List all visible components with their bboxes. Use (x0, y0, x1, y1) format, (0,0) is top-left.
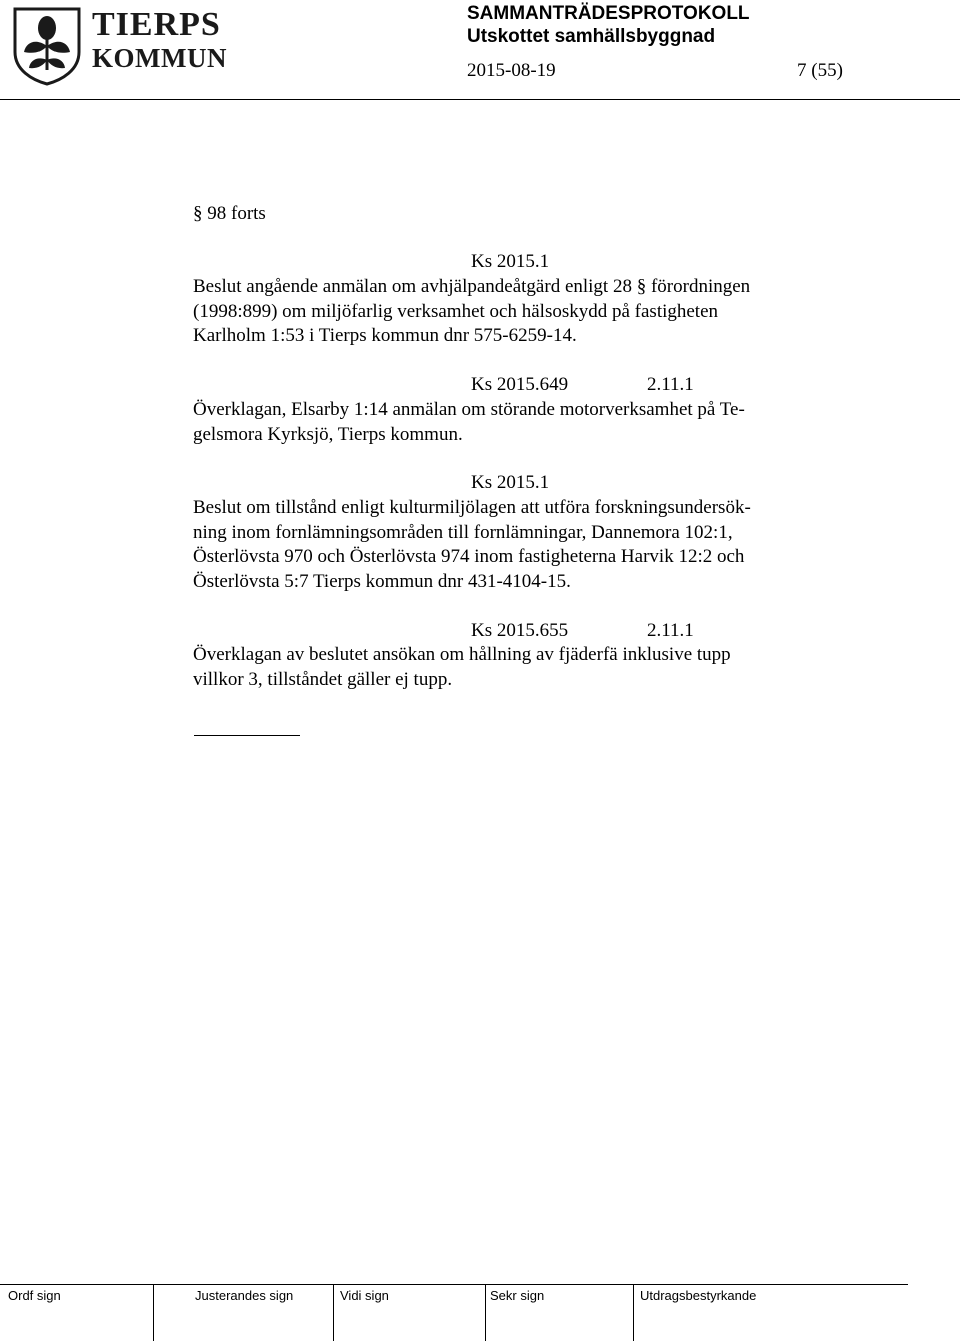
logo-text-line2: KOMMUN (92, 43, 227, 73)
text-line: Beslut om tillstånd enligt kulturmiljölagen att utföra forskningsundersök- (193, 497, 751, 518)
footer-label-chair: Ordf sign (8, 1288, 61, 1303)
meeting-date: 2015-08-19 (467, 60, 556, 81)
section-heading-text: 98 forts (207, 203, 266, 224)
text-line: (1998:899) om miljöfarlig verksamhet och hälsoskydd på fastigheten (193, 300, 719, 322)
footer-label-extract: Utdragsbestyrkande (640, 1288, 757, 1303)
text-line: villkor 3, tillståndet gäller ej tupp. (193, 668, 453, 690)
text-line: Beslut angående anmälan om avhjälpandeåtgärd enligt 28 § förordningen (193, 276, 751, 297)
item-3-dnr: Ks 2015.1 (471, 472, 550, 493)
committee-name: Utskottet samhällsbyggnad (467, 26, 716, 47)
item-4-code: 2.11.1 (647, 620, 694, 641)
header-divider (0, 99, 960, 100)
text-line: Karlholm 1:53 i Tierps kommun dnr 575-6259-14. (193, 325, 577, 346)
page-number: 7 (55) (797, 60, 843, 81)
item-2-dnr: Ks 2015.649 (471, 374, 569, 395)
logo-text-line1: TIERPS (92, 6, 221, 43)
municipality-logo (12, 6, 227, 86)
text-line: Österlövsta 5:7 Tierps kommun dnr 431-4104-15. (193, 570, 571, 592)
item-2-text (193, 398, 745, 447)
text-line: Överklagan, Elsarby 1:14 anmälan om störande motorverksamhet på Te- (193, 399, 745, 420)
item-1-text (193, 275, 750, 349)
footer-label-secretary: Sekr sign (490, 1288, 545, 1303)
paragraph-sign-icon: § (193, 203, 208, 224)
item-2-code: 2.11.1 (647, 374, 694, 395)
text-line: Österlövsta 970 och Österlövsta 974 inom fastigheterna Harvik 12:2 och (193, 546, 745, 567)
footer-label-adjuster: Justerandes sign (195, 1288, 294, 1303)
section-heading (193, 202, 266, 227)
footer-label-vidi: Vidi sign (340, 1288, 389, 1303)
text-line: gelsmora Kyrksjö, Tierps kommun. (193, 423, 463, 445)
item-4-text (193, 643, 731, 692)
coat-of-arms-icon (12, 6, 82, 86)
document-title: SAMMANTRÄDESPROTOKOLL (467, 3, 750, 24)
section-end-rule (194, 735, 300, 736)
item-4-dnr: Ks 2015.655 (471, 620, 569, 641)
text-line: Överklagan av beslutet ansökan om hållning av fjäderfä inklusive tupp (193, 644, 731, 665)
item-3-text (193, 496, 751, 594)
item-1-dnr: Ks 2015.1 (471, 251, 550, 272)
text-line: ning inom fornlämningsområden till fornlämningar, Dannemora 102:1, (193, 521, 733, 543)
